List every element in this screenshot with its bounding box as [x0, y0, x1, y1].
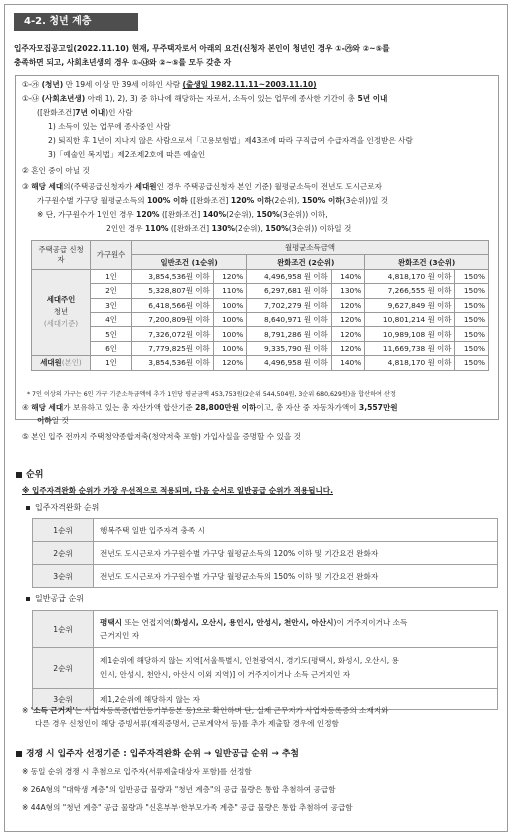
rank-cell: 2순위	[33, 648, 94, 689]
cell-relax3-pct: 150%	[455, 284, 489, 298]
cell-relax2-pct: 120%	[331, 312, 365, 326]
rank-cell: 3순위	[33, 565, 94, 588]
th-applicant: 주택공급 신청자	[32, 241, 91, 270]
selection-heading: 경쟁 시 입주자 선정기준 : 입주자격완화 순위 → 일반공급 순위 → 추첨	[16, 746, 299, 759]
req-4-cont: 이하일 것	[37, 416, 69, 425]
group-householder: 세대주인 청년 (세대기준)	[32, 269, 91, 355]
cell-n: 3인	[91, 298, 132, 312]
rank-cell: 1순위	[33, 611, 94, 648]
rank-text: 제1순위에 해당하지 않는 지역[서울특별시, 인천광역시, 경기도(평택시, 화성시, 오산시, 용 인시, 안성시, 천안시, 아산시 이외 지역)] 이 거주지이거나 소득 근거지인 자	[94, 648, 498, 689]
req-1b-sub1: 1) 소득이 있는 업무에 종사중인 사람	[48, 122, 171, 131]
section-title: 4-2. 청년 계층	[14, 13, 138, 31]
cell-general-pct: 120%	[213, 356, 247, 370]
req-4: ④ 해당 세대가 보유하고 있는 총 자산가액 합산기준 28,800만원 이하이고, 총 자산 중 자동차가액이 3,557만원	[22, 403, 398, 412]
rank-text: 행복주택 일반 입주자격 충족 시	[94, 519, 498, 542]
th-household: 가구원수	[91, 241, 132, 270]
cell-general: 7,779,825원 이하	[132, 341, 214, 355]
cell-relax3: 10,989,108 원 이하	[365, 327, 455, 341]
rank-cell: 3순위	[33, 689, 94, 710]
general-priority-title: 일반공급 순위	[26, 593, 84, 604]
relax-priority-table	[32, 518, 498, 588]
table-row	[33, 519, 498, 542]
th-monthly: 월평균소득금액	[132, 241, 489, 255]
cell-relax2-pct: 120%	[331, 341, 365, 355]
rank-cell: 2순위	[33, 542, 94, 565]
cell-general: 5,328,807원 이하	[132, 284, 214, 298]
table-row-member	[32, 356, 489, 370]
cell-relax3-pct: 150%	[455, 269, 489, 283]
cell-relax2-pct: 140%	[331, 356, 365, 370]
cell-general: 3,854,536원 이하	[132, 269, 214, 283]
source-note: ※ '소득 근거지'는 사업자등록증(법인등기부등본 등)으로 확인하며 단, 실제 근무지가 사업자등록증의 소재지와	[22, 706, 389, 715]
th-general: 일반조건 (1순위)	[132, 255, 247, 269]
selection-note-1: ※ 동일 순위 경쟁 시 추첨으로 입주자(서류제출대상자 포함)를 선정함	[22, 767, 252, 776]
cell-relax3-pct: 150%	[455, 341, 489, 355]
req-1b-cont: ([완화조건]7년 이내)인 사람	[37, 108, 133, 117]
cell-n: 6인	[91, 341, 132, 355]
cell-relax3-pct: 150%	[455, 327, 489, 341]
relax-priority-title: 입주자격완화 순위	[26, 502, 99, 513]
general-priority-table	[32, 610, 498, 710]
cell-general: 7,326,072원 이하	[132, 327, 214, 341]
cell-general-pct: 120%	[213, 269, 247, 283]
cell-general: 3,854,536원 이하	[132, 356, 214, 370]
cell-relax3: 10,801,214 원 이하	[365, 312, 455, 326]
cell-relax2: 6,297,681 원 이하	[247, 284, 331, 298]
cell-relax2-pct: 140%	[331, 269, 365, 283]
cell-general-pct: 110%	[213, 284, 247, 298]
cell-relax2: 8,791,286 원 이하	[247, 327, 331, 341]
rank-text: 전년도 도시근로자 가구원수별 가구당 월평균소득의 150% 이하 및 기간요건 완화자	[94, 565, 498, 588]
cell-relax3-pct: 150%	[455, 356, 489, 370]
cell-n: 1인	[91, 356, 132, 370]
req-3-note2: 2인인 경우 110% ([완화조건] 130%(2순위), 150%(3순위)) 이하일 것	[106, 224, 352, 233]
cell-relax2: 4,496,958 원 이하	[247, 269, 331, 283]
intro-line-2: 충족하면 되고, 사회초년생의 경우 ①-㉯와 ②~⑤를 모두 갖춘 자	[14, 58, 232, 67]
cell-general: 6,418,566원 이하	[132, 298, 214, 312]
cell-relax3: 4,818,170 원 이하	[365, 356, 455, 370]
req-3-line2: 가구원수별 가구당 월평균소득의 100% 이하 ([완화조건] 120% 이하(2순위), 150% 이하(3순위))일 것	[37, 196, 389, 205]
square-bullet-icon	[16, 472, 22, 478]
req-1b-sub3: 3)「예술인 복지법」제2조제2호에 따른 예술인	[48, 150, 206, 159]
table-row	[32, 298, 489, 312]
cell-relax2-pct: 130%	[331, 284, 365, 298]
cell-relax3-pct: 150%	[455, 298, 489, 312]
table-row	[33, 565, 498, 588]
priority-heading: 순위	[16, 467, 43, 480]
table-row	[32, 327, 489, 341]
cell-general-pct: 100%	[213, 312, 247, 326]
cell-n: 1인	[91, 269, 132, 283]
cell-relax2-pct: 120%	[331, 298, 365, 312]
cell-general-pct: 100%	[213, 341, 247, 355]
cell-relax3: 11,669,738 원 이하	[365, 341, 455, 355]
cell-n: 5인	[91, 327, 132, 341]
req-3-note1: ※ 단, 가구원수가 1인인 경우 120% ([완화조건] 140%(2순위), 150%(3순위)) 이하,	[37, 210, 328, 219]
table-row	[33, 611, 498, 648]
cell-relax2: 7,702,279 원 이하	[247, 298, 331, 312]
group-member: 세대원(본인)	[32, 356, 91, 370]
selection-note-2: ※ 26A형의 "대학생 계층"의 일반공급 물량과 "청년 계층"의 공급 물량은 통합 추첨하여 공급함	[22, 785, 336, 794]
req-5: ⑤ 본인 입주 전까지 주택청약종합저축(청약저축 포함) 가입사실을 증명할 수 있을 것	[22, 432, 301, 441]
cell-relax3: 4,818,170 원 이하	[365, 269, 455, 283]
table-row	[32, 269, 489, 283]
intro-line-1: 입주자모집공고일(2022.11.10) 현재, 무주택자로서 아래의 요건(신청자 본인이 청년인 경우 ①-㉮와 ②~⑤를	[14, 44, 390, 53]
req-3: ③ 해당 세대의(주택공급신청자가 세대원인 경우 주택공급신청자 본인 기준) 월평균소득이 전년도 도시근로자	[22, 182, 382, 191]
th-relax2: 완화조건 (2순위)	[247, 255, 365, 269]
cell-general-pct: 100%	[213, 327, 247, 341]
table-row	[33, 648, 498, 689]
bullet-icon	[26, 506, 30, 510]
rank-text: 제1,2순위에 해당하지 않는 자	[94, 689, 498, 710]
bullet-icon	[26, 597, 30, 601]
req-2: ② 혼인 중이 아닐 것	[22, 166, 90, 175]
income-table	[31, 240, 489, 371]
req-1a: ①-㉮ (청년) 만 19세 이상 만 39세 이하인 사람 (출생일 1982.11.11~2003.11.10)	[22, 80, 317, 89]
square-bullet-icon	[16, 751, 22, 757]
table-row	[32, 341, 489, 355]
table-row	[32, 284, 489, 298]
rank-text: 평택시 또는 연접지역(화성시, 오산시, 용인시, 안성시, 천안시, 아산시)이 거주지이거나 소득 근거지인 자	[94, 611, 498, 648]
source-note-2: 다른 경우 신청인이 해당 증빙서류(재직증명서, 근로계약서 등)를 추가 제출할 경우에 인정함	[35, 719, 339, 728]
cell-n: 2인	[91, 284, 132, 298]
cell-relax2: 9,335,790 원 이하	[247, 341, 331, 355]
cell-relax2-pct: 120%	[331, 327, 365, 341]
th-relax3: 완화조건 (3순위)	[365, 255, 489, 269]
req-1b: ①-㉯ (사회초년생) 아래 1), 2), 3) 중 하나에 해당하는 자로서, 소득이 있는 업무에 종사한 기간이 총 5년 이내	[22, 94, 388, 103]
cell-relax3: 7,266,555 원 이하	[365, 284, 455, 298]
table-note: * 7인 이상의 가구는 6인 가구 기준소득금액에 추가 1인당 평균금액 453,753원(2순위 544,504원, 3순위 680,629원)을 합산하여 산정	[27, 391, 396, 398]
cell-relax2: 4,496,958 원 이하	[247, 356, 331, 370]
rank-text: 전년도 도시근로자 가구원수별 가구당 월평균소득의 120% 이하 및 기간요건 완화자	[94, 542, 498, 565]
table-row	[33, 542, 498, 565]
rank-cell: 1순위	[33, 519, 94, 542]
cell-relax2: 8,640,971 원 이하	[247, 312, 331, 326]
selection-note-3: ※ 44A형의 "청년 계층" 공급 물량과 "신혼부부·한부모가족 계층" 공급 물량은 통합 추첨하여 공급함	[22, 803, 353, 812]
cell-relax3-pct: 150%	[455, 312, 489, 326]
req-1b-sub2: 2) 퇴직한 후 1년이 지나지 않은 사람으로서「고용보험법」제43조에 따라 구직급여 수급자격을 인정받은 사람	[48, 136, 413, 145]
cell-relax3: 9,627,849 원 이하	[365, 298, 455, 312]
cell-general: 7,200,809원 이하	[132, 312, 214, 326]
priority-note: ※ 입주자격완화 순위가 가장 우선적으로 적용되며, 다음 순서로 일반공급 순위가 적용됩니다.	[22, 486, 334, 495]
cell-n: 4인	[91, 312, 132, 326]
table-row	[32, 312, 489, 326]
cell-general-pct: 100%	[213, 298, 247, 312]
